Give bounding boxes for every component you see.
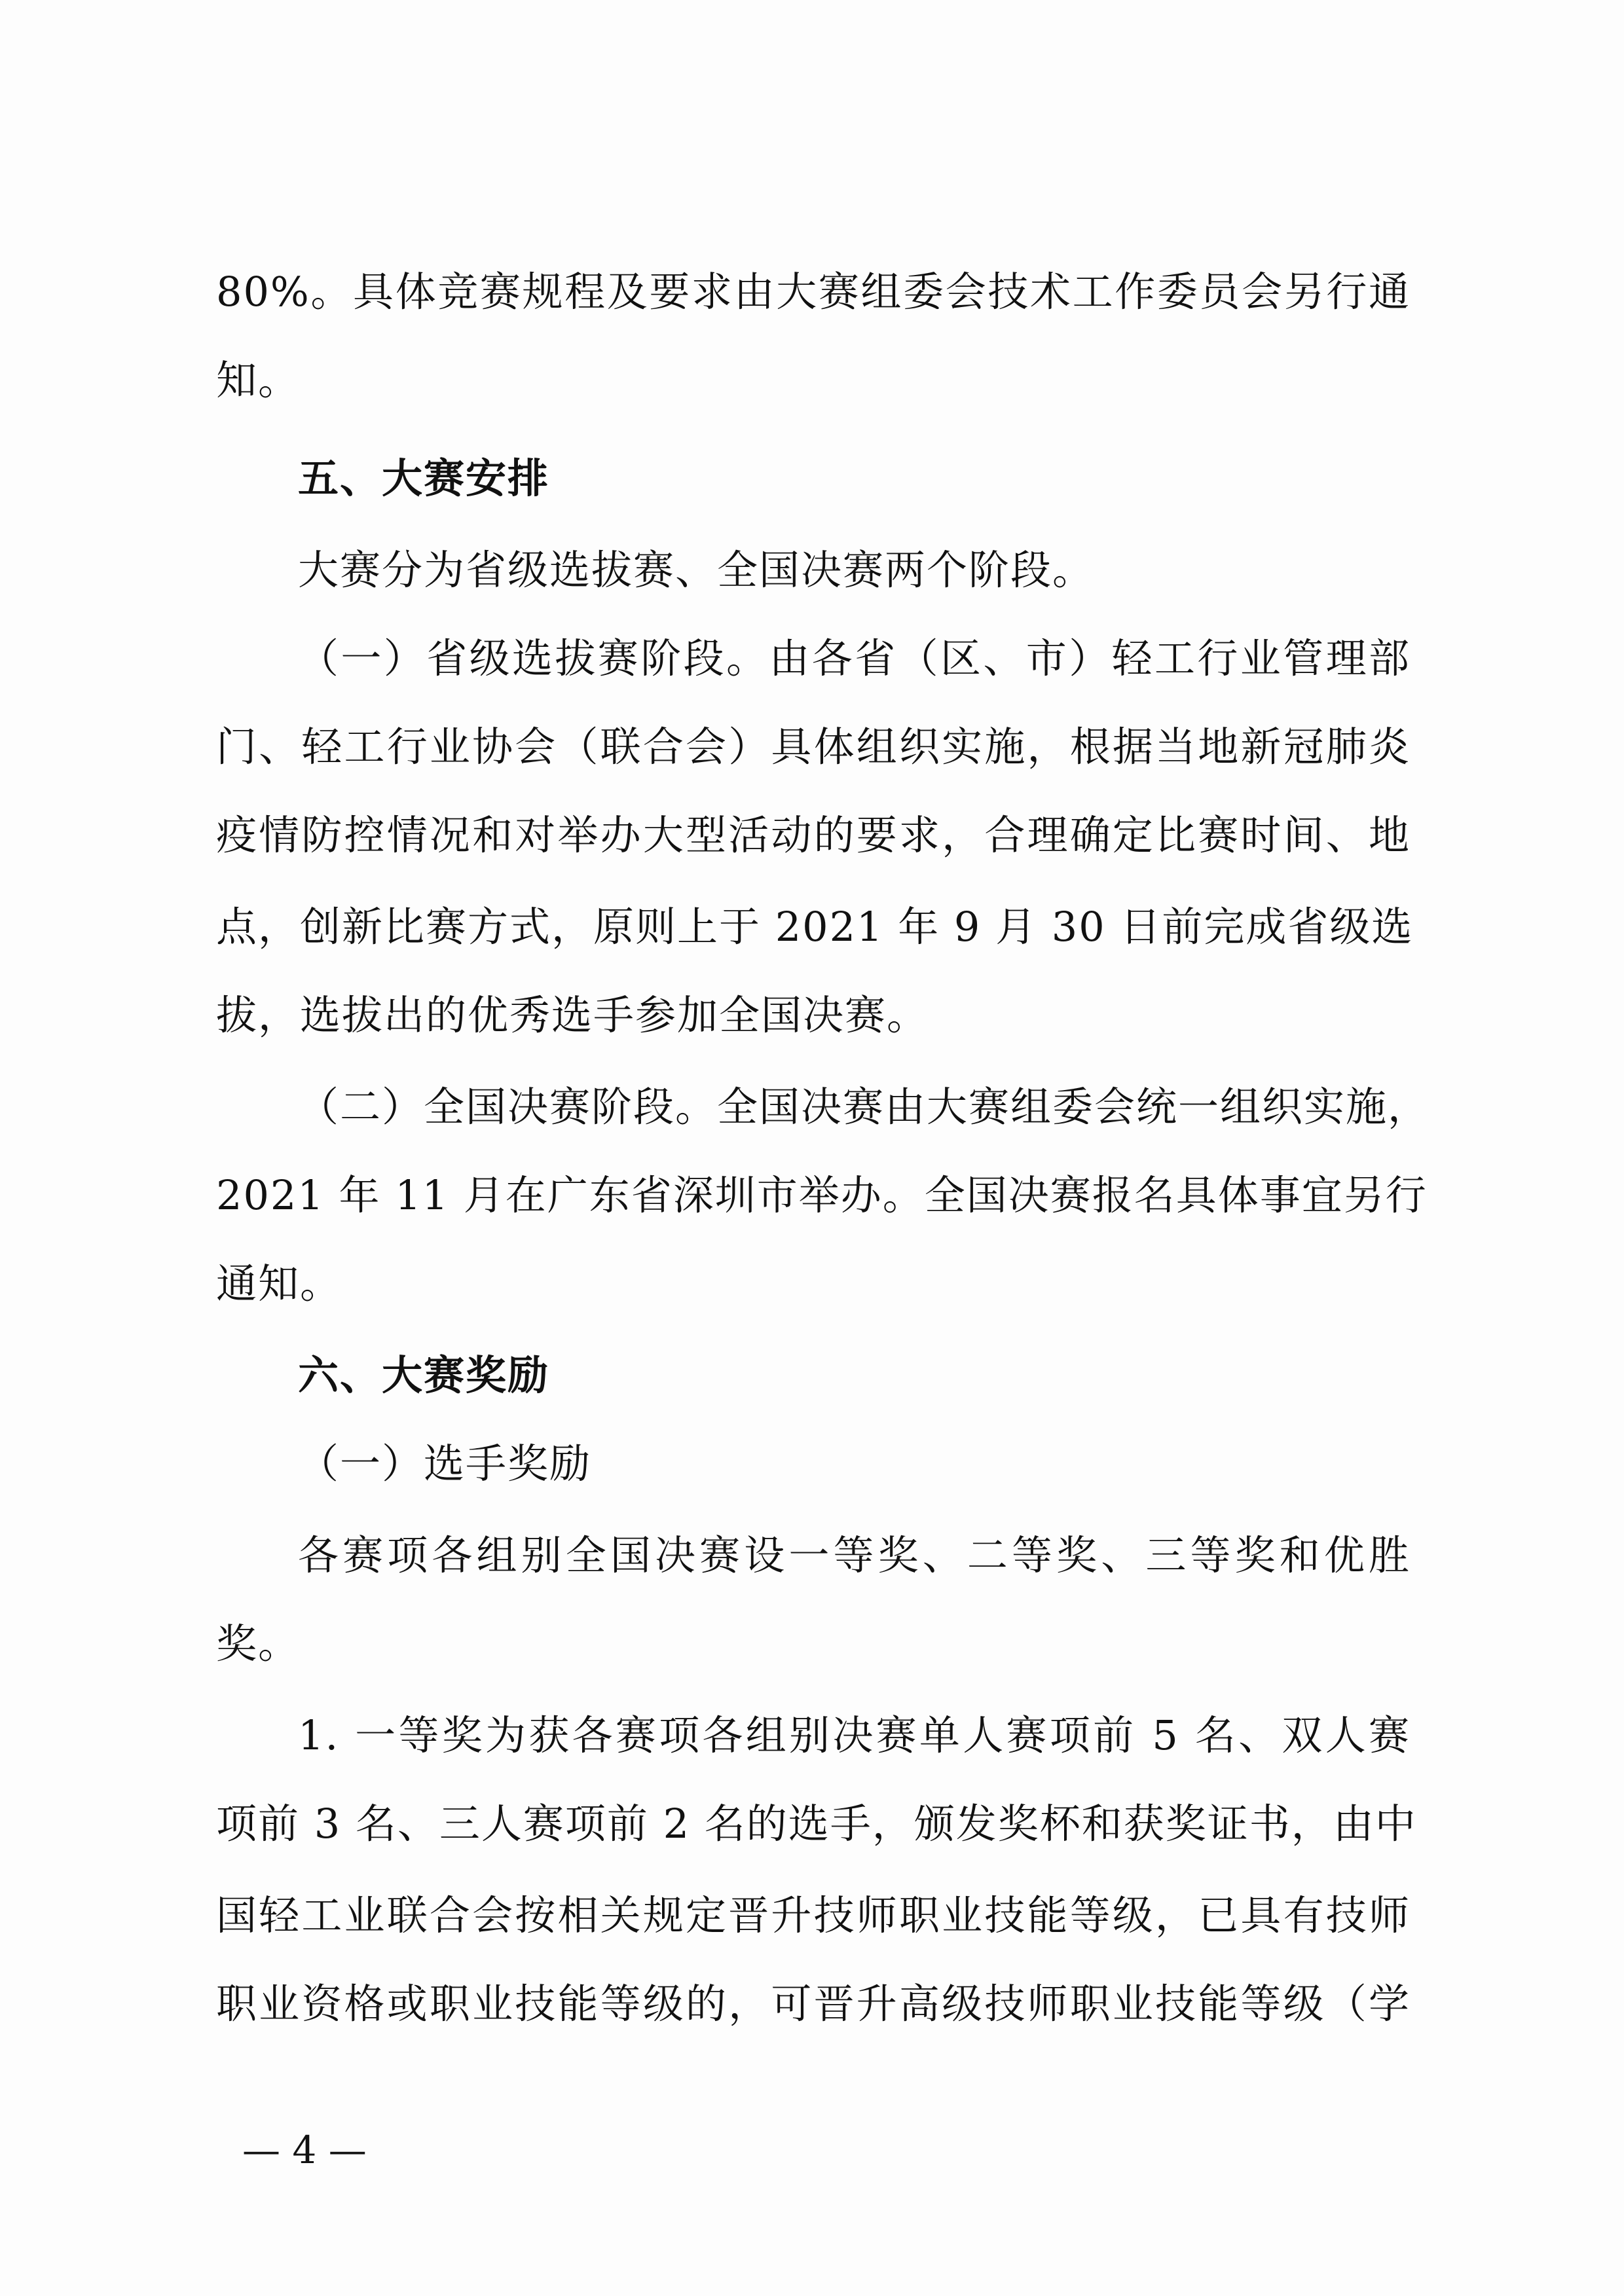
section-heading: 五、大赛安排 [298, 454, 550, 502]
paragraph-line: 2021 年 11 月在广东省深圳市举办。全国决赛报名具体事宜另行 [216, 1171, 1428, 1219]
paragraph-line: 国轻工业联合会按相关规定晋升技师职业技能等级，已具有技师 [216, 1891, 1411, 1939]
page-number: — 4 — [242, 2128, 367, 2172]
paragraph-line: （二）全国决赛阶段。全国决赛由大赛组委会统一组织实施， [298, 1083, 1430, 1131]
paragraph-line: 大赛分为省级选拔赛、全国决赛两个阶段。 [298, 546, 1095, 594]
paragraph-line: 点，创新比赛方式，原则上于 2021 年 9 月 30 日前完成省级选 [216, 903, 1414, 951]
paragraph-line: 80%。具体竞赛规程及要求由大赛组委会技术工作委员会另行通 [216, 268, 1411, 316]
paragraph-line: 门、轻工行业协会（联合会）具体组织实施，根据当地新冠肺炎 [216, 723, 1411, 771]
paragraph-line: 各赛项各组别全国决赛设一等奖、二等奖、三等奖和优胜 [298, 1531, 1411, 1579]
paragraph-line: （一）省级选拔赛阶段。由各省（区、市）轻工行业管理部 [298, 634, 1411, 682]
paragraph-line: 项前 3 名、三人赛项前 2 名的选手，颁发奖杯和获奖证书，由中 [216, 1800, 1417, 1848]
paragraph-line: 奖。 [216, 1620, 301, 1667]
paragraph-line: 知。 [216, 356, 301, 404]
paragraph-line: 通知。 [216, 1260, 342, 1307]
paragraph-line: 职业资格或职业技能等级的，可晋升高级技师职业技能等级（学 [216, 1980, 1411, 2028]
section-heading: 六、大赛奖励 [298, 1351, 550, 1399]
paragraph-line: 拔，选拔出的优秀选手参加全国决赛。 [216, 991, 929, 1039]
paragraph-line: 1. 一等奖为获各赛项各组别决赛单人赛项前 5 名、双人赛 [298, 1711, 1411, 1759]
subsection-heading: （一）选手奖励 [298, 1440, 592, 1487]
paragraph-line: 疫情防控情况和对举办大型活动的要求，合理确定比赛时间、地 [216, 811, 1411, 859]
